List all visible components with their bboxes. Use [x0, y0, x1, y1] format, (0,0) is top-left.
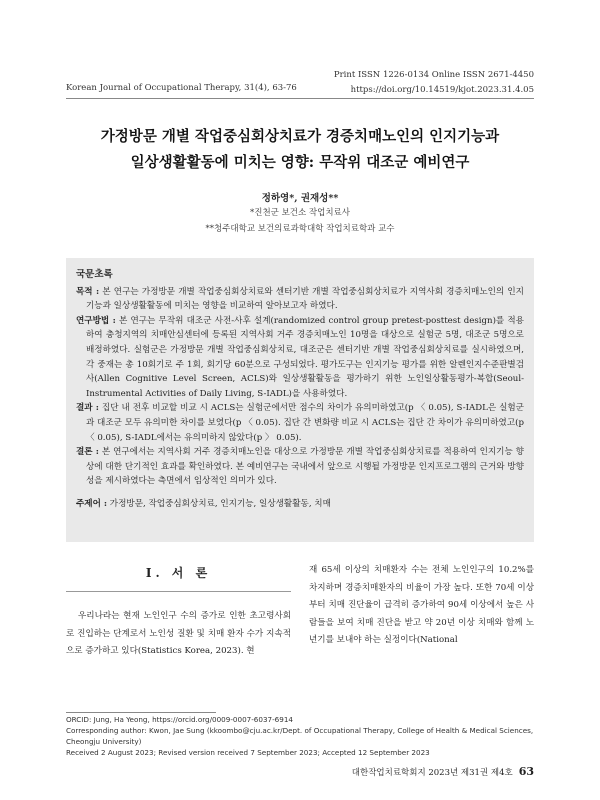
results-text: 집단 내 전후 비교할 비교 시 ACLS는 실험군에서만 점수의 차이가 유의미하였고(p 〈 0.05), S-IADL은 실험군과 대조군 모두 유의미한 차이를 보였다(p 〈 0.05). 집단 간 변화량 비교 시 ACLS는 집단 간 차이가 유의미하였고(p 〈 0.05), S-IADL에서는 유의미하지 않았다(p 〉 0.05).	[86, 403, 524, 443]
abstract-purpose	[76, 285, 524, 314]
left-column	[66, 564, 291, 661]
doi-link[interactable]: https://doi.org/10.14519/kjot.2023.31.4.05	[350, 85, 534, 95]
abstract-keywords	[76, 497, 524, 512]
intro-left-paragraph: 우리나라는 현재 노인인구 수의 증가로 인한 초고령사회 로 진입하는 단계로서 노인성 질환 및 치매 환자 수가 지속적으로 증가하고 있다(Statistics Korea, 2023). 현	[66, 611, 291, 656]
abstract-methods	[76, 314, 524, 402]
purpose-text: 본 연구는 가정방문 개별 작업중심회상치료와 센터기반 개별 작업중심회상치료가 지역사회 경증치매노인의 인지기능과 일상생활활동에 미치는 영향을 비교하여 알아보고자 하였다.	[86, 286, 524, 312]
orcid-note: ORCID: Jung, Ha Yeong, https://orcid.org/0009-0007-6037-6914	[66, 715, 293, 724]
keywords-text: 가정방문, 작업중심회상치료, 인지기능, 일상생활활동, 치매	[107, 498, 331, 509]
title-line-2: 일상생활활동에 미치는 영향: 무작위 대조군 예비연구	[130, 154, 470, 171]
received-dates-note: Received 2 August 2023; Revised version received 7 September 2023; Accepted 12 September 2023	[66, 748, 430, 757]
abstract-box	[66, 258, 534, 542]
results-label: 결과 :	[76, 403, 99, 414]
paper-title	[40, 124, 560, 176]
footnote-divider	[66, 712, 216, 713]
footnotes	[66, 714, 534, 758]
affiliation-1: *진천군 보건소 작업치료사	[250, 208, 350, 218]
authors: 정하영*, 권재성**	[261, 193, 339, 204]
corresponding-author-note: Corresponding author: Kwon, Jae Sung (kkoombo@cju.ac.kr/Dept. of Occupational Therapy, College of Health & Medical Sciences, Cheongju University)	[66, 726, 534, 746]
section-divider	[66, 591, 291, 592]
journal-citation: Korean Journal of Occupational Therapy, 31(4), 63-76	[66, 83, 297, 93]
affiliation-2: **청주대학교 보건의료과학대학 작업치료학과 교수	[205, 224, 395, 234]
journal-header-right	[334, 68, 534, 98]
issn-text: Print ISSN 1226-0134 Online ISSN 2671-4450	[333, 70, 534, 80]
page-footer	[352, 765, 534, 778]
conclusion-text: 본 연구에서는 지역사회 거주 경증치매노인을 대상으로 가정방문 개별 작업중심회상치료를 적용하여 인지기능 향상에 대한 단기적인 효과를 확인하였다. 본 예비연구는 국내에서 앞으로 시행될 가정방문 인지프로그램의 근거와 방향성을 제시하였다는 측면에서 임상적인 의미가 있다.	[86, 447, 524, 487]
abstract-conclusion	[76, 445, 524, 489]
purpose-label: 목적 :	[76, 286, 100, 297]
header-divider	[66, 98, 534, 99]
section-heading-introduction: Ⅰ. 서 론	[145, 566, 212, 580]
footer-journal: 대한작업치료학회지 2023년 제31권 제4호	[351, 768, 513, 778]
title-line-1: 가정방문 개별 작업중심회상치료가 경증치매노인의 인지기능과	[100, 128, 500, 145]
methods-label: 연구방법 :	[76, 315, 116, 326]
intro-right-paragraph: 재 65세 이상의 치매환자 수는 전체 노인인구의 10.2%를 차지하며 경증치매환자의 비율이 가장 높다. 또한 70세 이상부터 치매 진단율이 급격히 증가하여 90세 이상에서 높은 사람들을 보여 치매 진단을 받고 약 20년 이상 치매와 함께 노년기를 보내야 하는 실정이다(National	[309, 565, 534, 645]
page-number: 63	[518, 765, 534, 778]
conclusion-label: 결론 :	[76, 447, 99, 458]
abstract-results	[76, 401, 524, 445]
keywords-label: 주제어 :	[76, 498, 108, 509]
abstract-heading: 국문초록	[76, 269, 113, 280]
methods-text: 본 연구는 무작위 대조군 사전-사후 설계(randomized control group pretest-posttest design)를 적용하여 충청지역의 치매안심센터에 등록된 지역사회 거주 경증치매노인 10명을 대상으로 실험군 5명, 대조군 5명으로 배정하였다. 실험군은 가정방문 개별 작업중심회상치료, 대조군은 센터기반 개별 작업중심회상치료를 실시하였으며, 각 중재는 총 10회기로 주 1회, 회기당 60분으로 구성되었다. 평가도구는 인지기능 평가를 위한 알렌인지수준판별검사(Allen Cognitive Level Screen, ACLS)와 일상생활활동을 평가하기 위한 노인일상활동평가-복합(Seoul-Instrumental Activities of Daily Living, S-IADL)을 사용하였다.	[86, 315, 524, 399]
